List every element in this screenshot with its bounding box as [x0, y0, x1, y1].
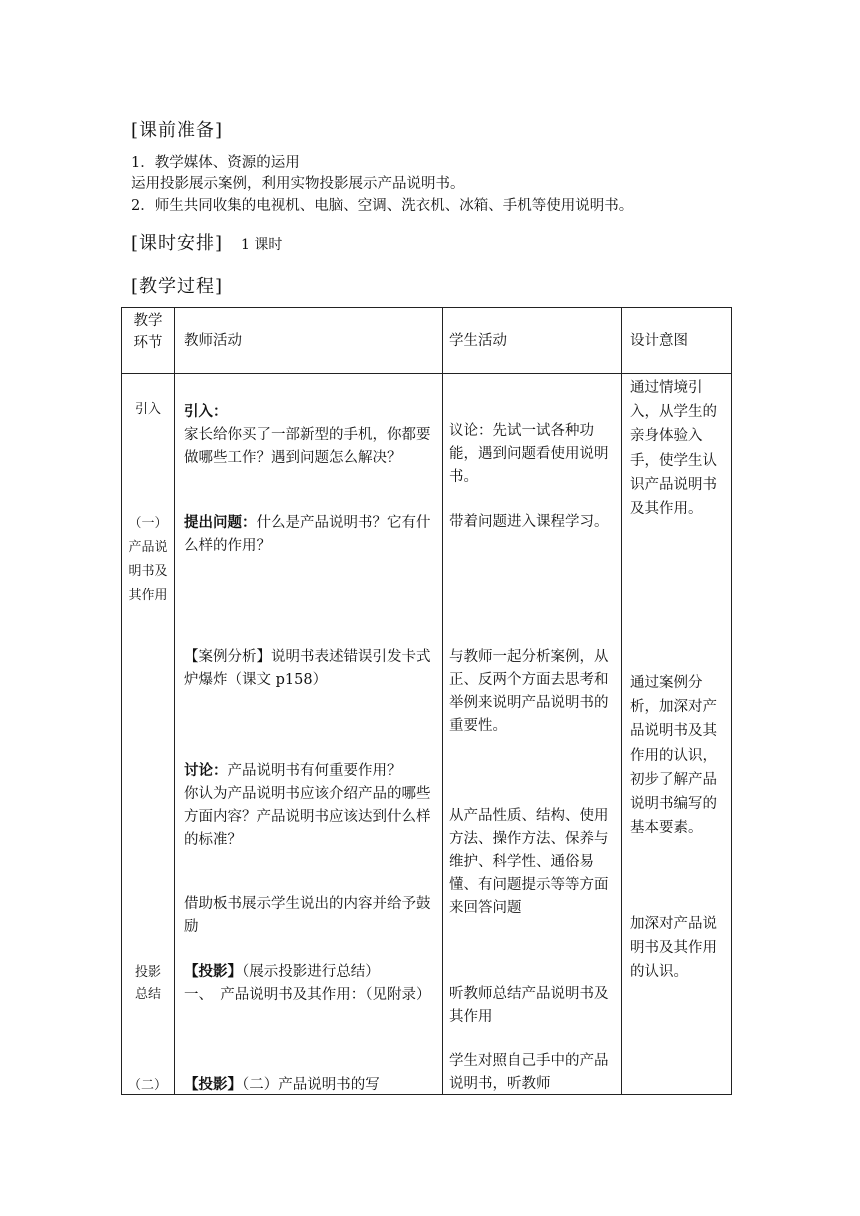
teacher-discuss-text: 产品说明书有何重要作用？ — [227, 763, 402, 779]
teacher-projection-1-item: 一、 产品说明书及其作用：（见附录） — [184, 987, 431, 1003]
student-answer: 从产品性质、结构、使用方法、操作方法、保养与维护、科学性、通俗易懂、有问题提示等等方面来回答问题 — [449, 808, 609, 916]
teacher-case — [184, 646, 442, 692]
process-heading: [教学过程] — [131, 276, 224, 297]
design-intent-1: 通过情境引入，从学生的亲身体验入手，使学生认识产品说明书及其作用。 — [630, 380, 717, 518]
teacher-case-text: 说明书表述错误引发卡式炉爆炸（课文 p158） — [184, 649, 431, 688]
header-teacher: 教师活动 — [184, 333, 242, 349]
teacher-projection-2-label: 【投影】 — [184, 1076, 242, 1093]
teacher-question-text: 什么是产品说明书？它有什么样的作用？ — [184, 515, 431, 554]
column-divider — [174, 308, 175, 1094]
teacher-projection-2-text: （二）产品说明书的写 — [242, 1077, 380, 1093]
design-intent-3: 加深对产品说明书及其作用的认识。 — [630, 916, 717, 981]
teacher-intro-text: 家长给你买了一部新型的手机，你都要做哪些工作？遇到问题怎么解决？ — [184, 427, 431, 466]
teacher-discuss-label: 讨论： — [184, 762, 228, 779]
header-design: 设计意图 — [630, 333, 688, 349]
student-analyze: 与教师一起分析案例，从正、反两个方面去思考和举例来说明产品说明书的重要性。 — [449, 649, 609, 734]
schedule-heading — [131, 229, 282, 255]
teacher-projection-1-text: （展示投影进行总结） — [242, 964, 380, 980]
teaching-process-table — [121, 307, 732, 1095]
teacher-intro — [184, 400, 442, 470]
teacher-intro-label: 引入： — [184, 403, 228, 420]
header-divider — [122, 373, 731, 374]
teacher-projection-1-label: 【投影】 — [184, 963, 242, 980]
schedule-hours: 1 课时 — [241, 237, 283, 253]
teacher-discuss-text-2: 你认为产品说明书应该介绍产品的哪些方面内容？产品说明书应该达到什么样的标准？ — [184, 786, 431, 848]
header-student: 学生活动 — [449, 333, 507, 349]
teacher-projection-1 — [184, 960, 442, 1007]
stage-part-2: （二） — [128, 1078, 168, 1093]
student-enter: 带着问题进入课程学习。 — [449, 514, 609, 530]
teacher-question — [184, 511, 442, 558]
design-intent-2: 通过案例分析，加深对产品说明书及其作用的认识，初步了解产品说明书编写的基本要素。 — [630, 675, 717, 837]
stage-intro: 引入 — [134, 402, 161, 417]
prep-line-1: 1．教学媒体、资源的运用 — [131, 155, 300, 171]
teacher-projection-2 — [184, 1073, 442, 1097]
teacher-board: 借助板书展示学生说出的内容并给予鼓励 — [184, 896, 431, 935]
prep-line-2: 运用投影展示案例，利用实物投影展示产品说明书。 — [131, 176, 465, 192]
stage-summary: 投影总结 — [134, 965, 161, 1002]
prep-line-3: 2．师生共同收集的电视机、电脑、空调、洗衣机、冰箱、手机等使用说明书。 — [131, 198, 634, 214]
student-listen: 听教师总结产品说明书及其作用 — [449, 986, 609, 1025]
column-divider — [621, 308, 622, 1094]
schedule-label: [课时安排] — [131, 233, 224, 254]
stage-part-1: （一）产品说明书及其作用 — [128, 516, 168, 603]
teacher-question-label: 提出问题： — [184, 514, 257, 531]
prep-heading: [课前准备] — [131, 120, 224, 141]
student-discuss: 议论：先试一试各种功能，遇到问题看使用说明书。 — [449, 423, 609, 485]
teacher-case-label: 【案例分析】 — [184, 649, 271, 665]
column-divider — [442, 308, 443, 1094]
student-compare: 学生对照自己手中的产品说明书，听教师 — [449, 1053, 609, 1092]
header-stage: 教学环节 — [133, 313, 163, 351]
teacher-discuss — [184, 759, 442, 852]
